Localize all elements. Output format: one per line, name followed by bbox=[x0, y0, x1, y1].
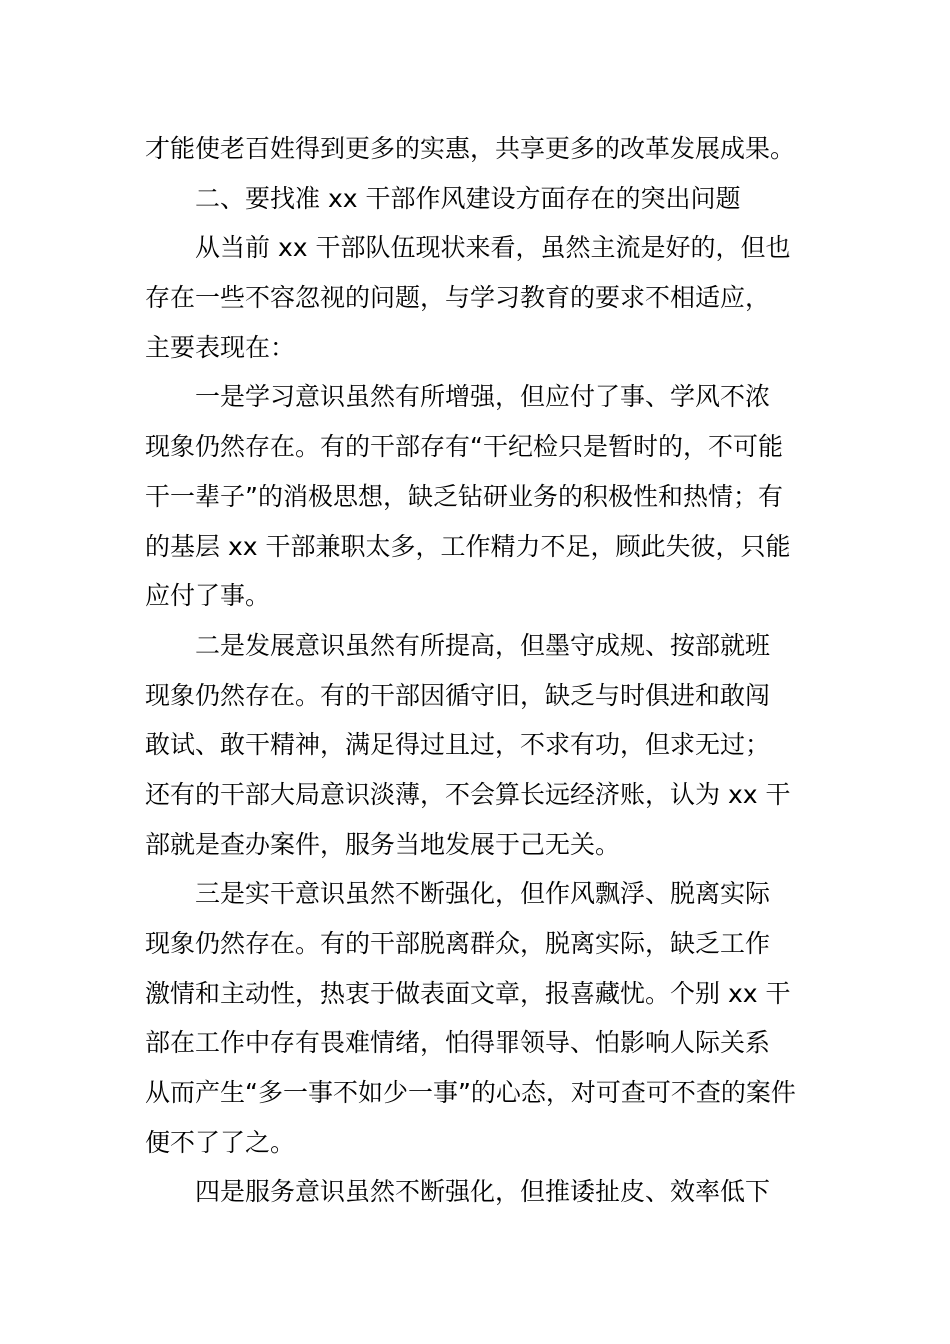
text-line: 二、要找准 xx 干部作风建设方面存在的突出问题 bbox=[195, 183, 741, 213]
text-line: 从当前 xx 干部队伍现状来看，虽然主流是好的，但也 bbox=[195, 233, 791, 263]
text-line: 应付了事。 bbox=[145, 581, 271, 611]
text-line: 便不了了之。 bbox=[145, 1127, 296, 1157]
text-line: 激情和主动性，热衷于做表面文章，报喜藏忧。个别 xx 干 bbox=[145, 978, 791, 1008]
text-line: 存在一些不容忽视的问题，与学习教育的要求不相适应， bbox=[145, 283, 771, 313]
text-line: 部在工作中存有畏难情绪，怕得罪领导、怕影响人际关系 bbox=[145, 1028, 771, 1058]
text-line: 的基层 xx 干部兼职太多，工作精力不足，顾此失彼，只能 bbox=[145, 531, 791, 561]
text-line: 主要表现在： bbox=[145, 332, 296, 362]
text-line: 才能使老百姓得到更多的实惠，共享更多的改革发展成果。 bbox=[145, 134, 796, 163]
text-line: 四是服务意识虽然不断强化，但推诿扯皮、效率低下 bbox=[195, 1177, 771, 1207]
text-line: 从而产生“多一事不如少一事”的心态，对可查可不查的案件 bbox=[145, 1078, 796, 1108]
text-line: 二是发展意识虽然有所提高，但墨守成规、按部就班 bbox=[195, 630, 771, 660]
text-line: 敢试、敢干精神，满足得过且过，不求有功，但求无过； bbox=[145, 730, 771, 760]
text-line: 干一辈子”的消极思想，缺乏钻研业务的积极性和热情；有 bbox=[145, 481, 783, 511]
text-line: 一是学习意识虽然有所增强，但应付了事、学风不浓 bbox=[195, 382, 771, 412]
text-line: 现象仍然存在。有的干部因循守旧，缺乏与时俱进和敢闯 bbox=[145, 680, 771, 710]
text-line: 现象仍然存在。有的干部脱离群众，脱离实际，缺乏工作 bbox=[145, 929, 771, 958]
document-body bbox=[145, 124, 807, 1217]
text-line: 现象仍然存在。有的干部存有“干纪检只是暂时的，不可能 bbox=[145, 432, 783, 462]
text-line: 部就是查办案件，服务当地发展于己无关。 bbox=[145, 829, 621, 859]
text-line: 还有的干部大局意识淡薄，不会算长远经济账，认为 xx 干 bbox=[145, 779, 791, 809]
text-line: 三是实干意识虽然不断强化，但作风飘浮、脱离实际 bbox=[195, 879, 771, 909]
